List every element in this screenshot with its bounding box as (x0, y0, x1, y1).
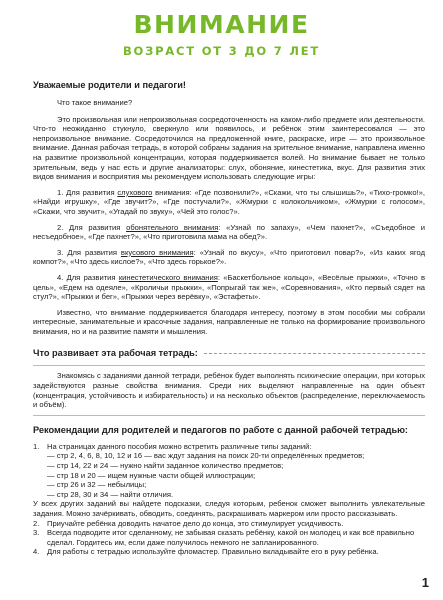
recommendation-item-4: 4. Для работы с тетрадью используйте фломастер. Правильно вкладывайте его в руку ребёнка. (33, 547, 379, 557)
game-kind: кинестетического внимания (118, 272, 218, 282)
game-item-taste (33, 248, 425, 267)
game-item-kinesthetic (33, 273, 425, 302)
game-kind: вкусового внимания (120, 247, 194, 257)
game-list: : «Узнай по запаху», «Чем пахнет?», «Съедобное и несъедобное», «Где пахнет?», «Что приготовила мама на обед?». (33, 222, 425, 242)
pages-list-item: — стр 18 и 20 — ищем нужные части общей иллюстрации; (47, 470, 256, 480)
game-prefix: 4. Для развития (57, 272, 119, 282)
pages-list-item: — стр 26 и 32 — небылицы; (47, 480, 147, 490)
hint-paragraph: У всех других заданий вы найдете подсказки, следуя которым, ребенок сможет выполнить увлекательные задания. Можно зачёркивать, обводить, соединять, раскрашивать маркером или просто рассказывать. (33, 499, 425, 518)
game-list: внимания: «Где позвонили?», «Скажи, что ты слышишь?», «Тихо-громко!», «Найди игрушку», «Где звучит?», «Где постучали?», «Жмурки с колокольчиком», «Жмурки с голосом», «Скажи, что звучит», «Угадай по звуку», «Чей это голос?». (33, 187, 425, 216)
game-kind: слухового (117, 187, 153, 197)
recommendations-heading: Рекомендации для родителей и педагогов по работе с данной рабочей тетрадью: (33, 424, 408, 435)
game-item-smell (33, 223, 425, 242)
recommendation-item-1: 1. На страницах данного пособия можно встретить различные типы заданий: (33, 441, 312, 451)
section-develops-heading (33, 348, 425, 359)
game-list: : «Баскетбольное кольцо», «Весёлые прыжки», «Точно в цель», «Едем на одеяле», «Кроличьи прыжки», «Попрыгай так же», «Соревнования», «Кто первый сядет на стул?», «Прыжки и бег», «Прыжки через верёвку», «Эстафеты». (33, 272, 425, 302)
game-list: : «Узнай по вкусу», «Что приготовил повар?», «Из каких ягод компот?», «Что здесь кислое?», «Что здесь горькое?». (33, 247, 426, 267)
page-header (0, 0, 443, 58)
pages-list-item: — стр 2, 4, 6, 8, 10, 12 и 16 — вас ждут задания на поиск 20-ти определённых предметов; (47, 451, 365, 461)
page-title: ВНИМАНИЕ (133, 10, 310, 39)
pages-list-item: — стр 14, 22 и 24 — нужно найти заданное количество предметов; (47, 461, 284, 471)
page-number: 1 (421, 575, 429, 590)
section-divider (204, 353, 425, 354)
document-body (33, 80, 425, 557)
pages-list-item: — стр 28, 30 и 34 — найти отличия. (47, 489, 174, 499)
closing-paragraph: Известно, что внимание поддерживается благодаря интересу, поэтому в этом пособии мы собрали интересные, занимательные и красочные задания, направленные не только на формирование произвольного внимания, но и на развитие памяти и мышления. (33, 307, 425, 336)
develops-text: Знакомясь с заданиями данной тетради, ребёнок будет выполнять психические операции, при которых задействуются разные свойства внимания. Среди них выделяют направленные на один объект (концентрация, устойчивость и избирательность) и на несколько объектов (распределение, переключаемость и объём). (33, 371, 425, 410)
recommendation-item-2: 2. Приучайте ребёнка доводить начатое дело до конца, это стимулирует усидчивость. (33, 518, 344, 528)
age-subtitle: ВОЗРАСТ ОТ 3 ДО 7 ЛЕТ (122, 44, 321, 58)
develops-box (33, 365, 425, 415)
section-title: Что развивает эта рабочая тетрадь: (33, 348, 198, 359)
pages-list (33, 451, 425, 499)
question-text: Что такое внимание? (57, 98, 133, 107)
intro-paragraph: Это произвольная или непроизвольная сосредоточенность на каком-либо предмете или деятельности. Что-то неожиданно стукнуло, сверкнуло или появилось, и ребёнок этим заинтересовался — это непроизвольное внимание. Сосредоточился на предложенной книге, раскраске, игре — это произвольное внимание. Данная рабочая тетрадь, в которой собраны задания на зрительное внимание, направлена именно на развитие произвольной концентрации, которая поддерживается волей. Но внимание бывает не только зрительным, ведь у нас есть и другие анализаторы: слух, обоняние, кинестетика, вкус. Для развития этих видов внимания и восприятия мы рекомендуем использовать следующие игры: (33, 114, 425, 182)
game-item-hearing (33, 188, 425, 217)
recommendation-item-3: 3. Всегда подводите итог сделанному, не забывая сказать ребёнку, какой он молодец и как всё правильно сделал. Гордитесь им, если даже получилось немного не запланированного. (33, 528, 415, 547)
game-kind: обонятельного внимания (126, 222, 219, 232)
game-prefix: 1. Для развития (57, 187, 118, 197)
game-prefix: 2. Для развития (57, 222, 127, 232)
greeting-heading: Уважаемые родители и педагоги! (33, 80, 186, 90)
game-prefix: 3. Для развития (57, 247, 121, 257)
